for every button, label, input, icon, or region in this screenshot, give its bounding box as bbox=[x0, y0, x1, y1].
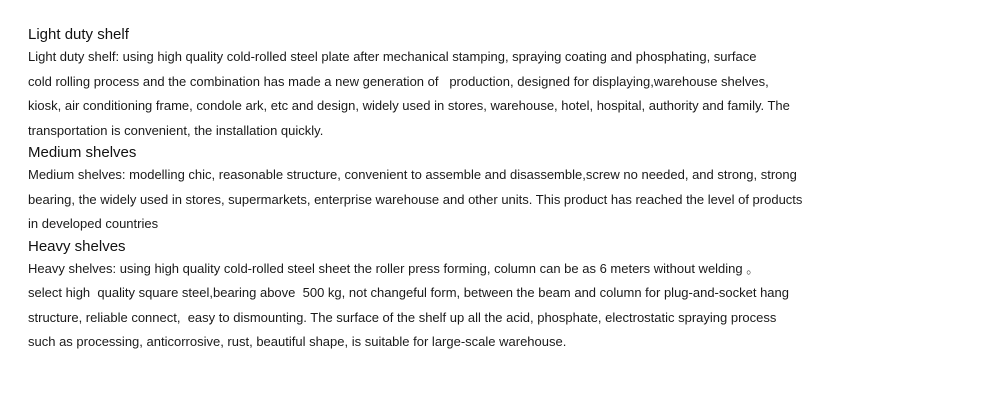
section-light-duty-shelf bbox=[28, 25, 928, 143]
section-heading: Heavy shelves bbox=[28, 237, 126, 255]
paragraph-line: Light duty shelf: using high quality cold-rolled steel plate after mechanical stamping, spraying coating and phosphating, surface bbox=[28, 49, 757, 64]
paragraph-line: select high quality square steel,bearing above 500 kg, not changeful form, between the beam and column for plug-and-socket hang bbox=[28, 285, 789, 300]
section-heavy-shelves bbox=[28, 237, 928, 355]
product-description-document bbox=[28, 25, 928, 355]
section-heading: Light duty shelf bbox=[28, 26, 129, 43]
paragraph-line: Medium shelves: modelling chic, reasonable structure, convenient to assemble and disassemble,screw no needed, and strong, strong bbox=[28, 167, 797, 182]
paragraph-line: kiosk, air conditioning frame, condole ark, etc and design, widely used in stores, warehouse, hotel, hospital, authority and family. The bbox=[28, 98, 790, 113]
paragraph-line: Heavy shelves: using high quality cold-rolled steel sheet the roller press forming, column can be as 6 meters without welding 。 bbox=[28, 260, 760, 276]
section-heading: Medium shelves bbox=[28, 144, 137, 161]
paragraph-line: such as processing, anticorrosive, rust, beautiful shape, is suitable for large-scale warehouse. bbox=[28, 334, 567, 349]
paragraph-line: structure, reliable connect, easy to dismounting. The surface of the shelf up all the acid, phosphate, electrostatic spraying process bbox=[28, 309, 777, 325]
paragraph-line: in developed countries bbox=[28, 216, 159, 231]
section-medium-shelves bbox=[28, 143, 928, 237]
paragraph-line: bearing, the widely used in stores, supermarkets, enterprise warehouse and other units. This product has reached the level of products bbox=[28, 191, 803, 207]
paragraph-line: transportation is convenient, the installation quickly. bbox=[28, 122, 324, 138]
paragraph-line: cold rolling process and the combination has made a new generation of production, designed for displaying,warehouse shelves, bbox=[28, 73, 769, 89]
